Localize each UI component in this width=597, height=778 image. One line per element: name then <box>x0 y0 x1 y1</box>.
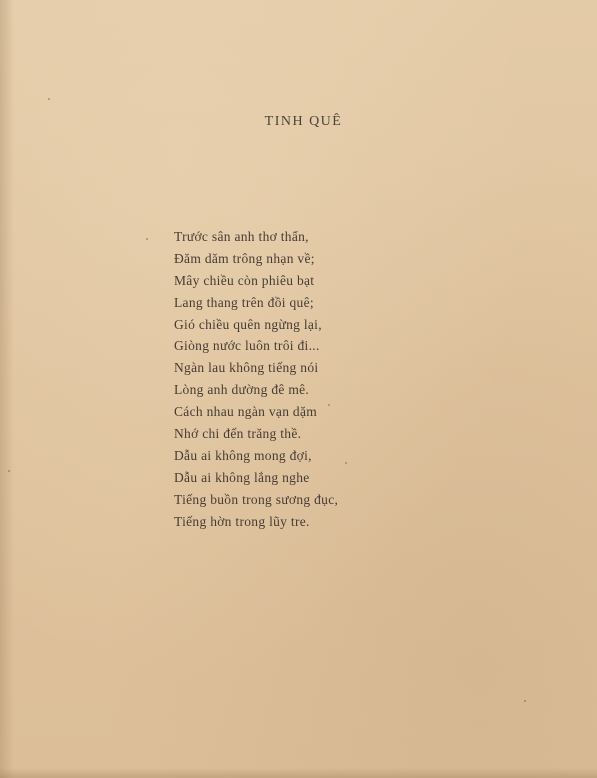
paper-speck <box>146 238 148 240</box>
poem-line: Nhớ chi đến trăng thề. <box>174 426 302 442</box>
poem-line: Cách nhau ngàn vạn dặm <box>174 404 318 420</box>
page-bottom-shadow <box>0 768 597 778</box>
poem-line: Dẫu ai không lắng nghe <box>174 469 310 485</box>
poem-line: Trước sân anh thơ thẩn, <box>174 229 309 244</box>
poem-line: Lòng anh dường đê mê. <box>174 382 310 398</box>
paper-speck <box>328 404 330 406</box>
poem-line: Tiếng hờn trong lũy tre. <box>174 513 310 529</box>
poem-title: TINH QUÊ <box>264 114 343 129</box>
poem-line: Ngàn lau không tiếng nói <box>174 360 319 376</box>
paper-speck <box>8 470 10 472</box>
paper-speck <box>345 462 347 464</box>
poem-line: Đăm dăm trông nhạn về; <box>174 250 315 266</box>
paper-speck <box>524 700 526 702</box>
poem-body <box>174 226 338 532</box>
poem-line: Tiếng buồn trong sương đục, <box>174 491 339 507</box>
poem-line: Lang thang trên đồi quê; <box>174 294 314 310</box>
paper-speck <box>48 98 50 100</box>
poem-line: Gió chiều quên ngừng lại, <box>174 316 322 332</box>
poem-line: Giòng nước luôn trôi đi... <box>174 338 320 354</box>
poem-line: Dẫu ai không mong đợi, <box>174 447 312 463</box>
poem-line: Mây chiều còn phiêu bạt <box>174 272 315 288</box>
